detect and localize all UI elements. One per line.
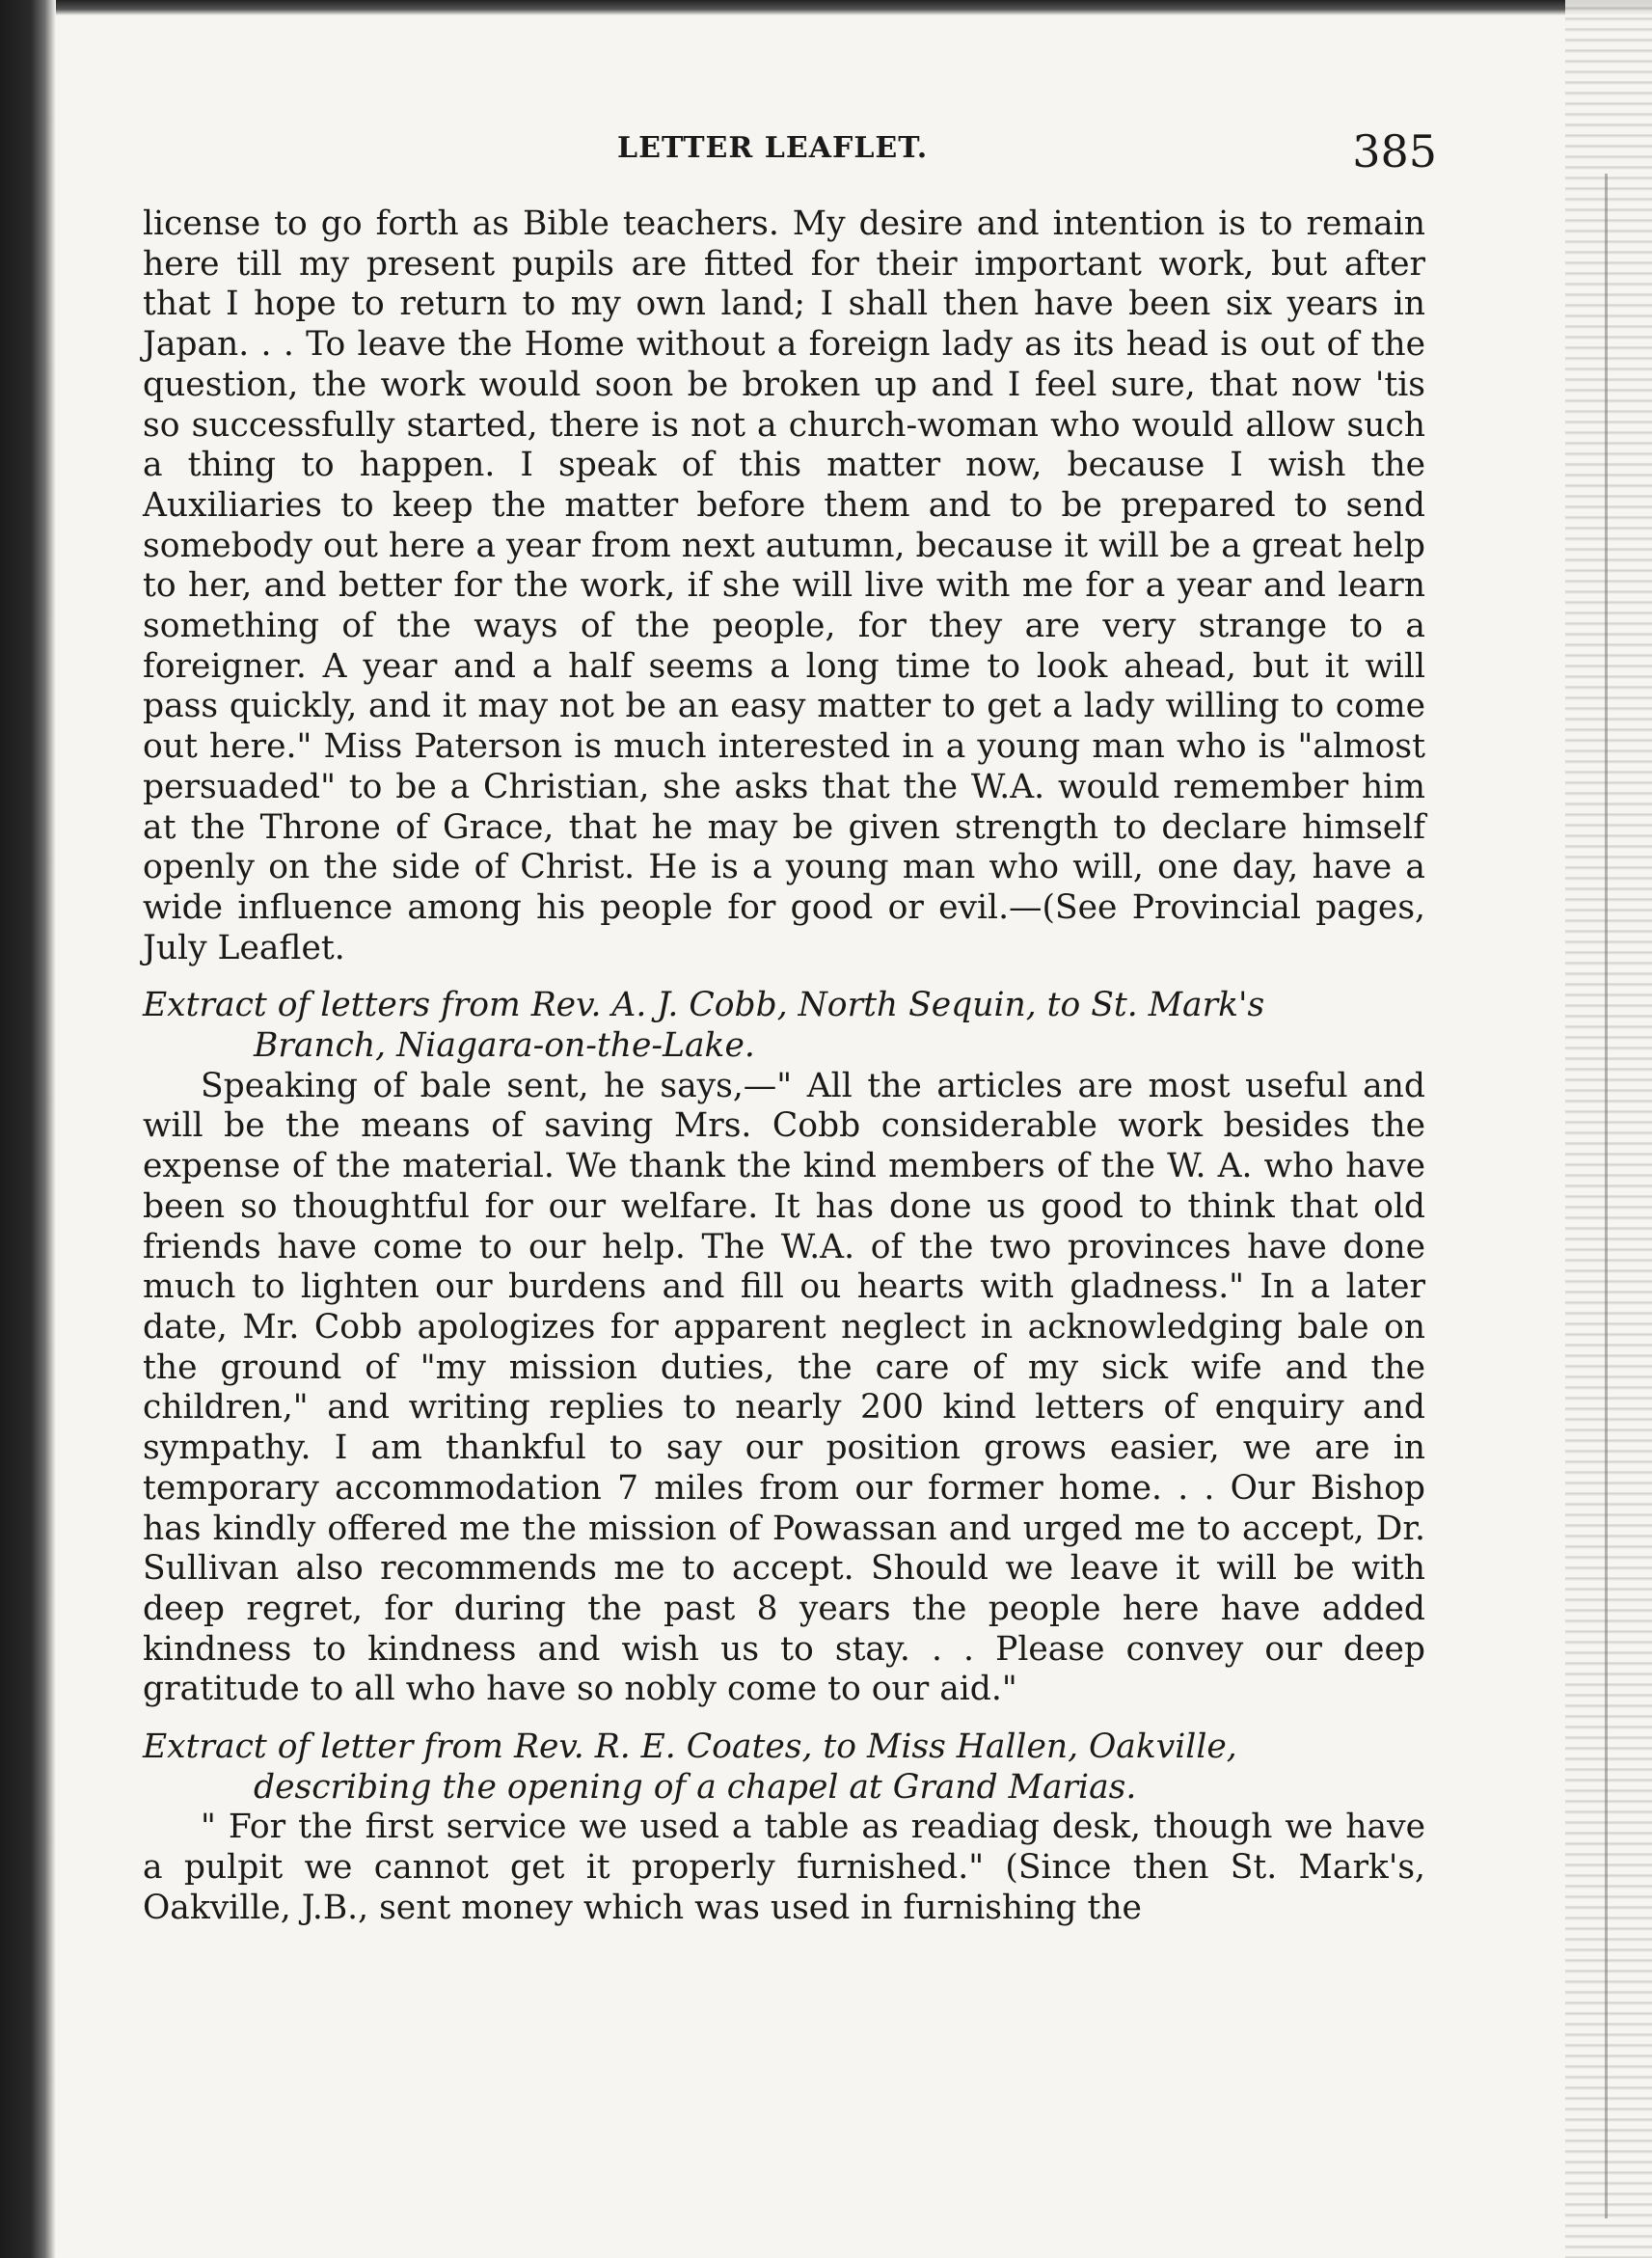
body-paragraph-2: Speaking of bale sent, he says,—" All the articles are most useful and will be the means of saving Mrs. Cobb considerable work besides the expense of the material. We thank the kind members of the W. A. who have been so thoughtful for our welfare. It has done us good to think that old friends have come to our help. The W.A. of the two provinces have done much to lighten our burdens and fill ou hearts with gladness." In a later date, Mr. Cobb apologizes for apparent neglect in acknowledging bale on the ground of "my mission duties, the care of my sick wife and the children," and writing replies to nearly 200 kind letters of enquiry and sympathy. I am thankful to say our position grows easier, we are in temporary accommodation 7 miles from our former home. . . Our Bishop has kindly offered me the mission of Powassan and urged me to accept, Dr. Sullivan also recommends me to accept. Should we leave it will be with deep regret, for during the past 8 years the people here have added kindness to kindness and wish us to stay. . . Please convey our deep gratitude to all who have so nobly come to our aid." [143,1066,1425,1709]
section-heading-cobb-line1: Extract of letters from Rev. A. J. Cobb, North Sequin, to St. Mark's [143,986,1265,1025]
section-heading-coates-line2: describing the opening of a chapel at Grand Marias. [254,1767,1137,1807]
section-heading-coates [143,1728,1425,1808]
body-paragraph-1: license to go forth as Bible teachers. My desire and intention is to remain here till my present pupils are fitted for their important work, but after that I hope to return to my own land; I shall then have been six years in Japan. . . To leave the Home without a foreign lady as its head is out of the question, the work would soon be broken up and I feel sure, that now 'tis so successfully started, there is not a church-woman who would allow such a thing to happen. I speak of this matter now, because I wish the Auxiliaries to keep the matter before them and to be prepared to send somebody out here a year from next autumn, because it will be a great help to her, and better for the work, if she will live with me for a year and learn something of the ways of the people, for they are very strange to a foreigner. A year and a half seems a long time to look ahead, but it will pass quickly, and it may not be an easy matter to get a lady willing to come out here." Miss Paterson is much interested in a young man who is "almost persuaded" to be a Christian, she asks that the W.A. would remember him at the Throne of Grace, that he may be given strength to declare himself openly on the side of Christ. He is a young man who will, one day, have a wide influence among his people for good or evil.—(See Provincial pages, July Leaflet. [143,204,1425,967]
section-heading-coates-line1: Extract of letter from Rev. R. E. Coates, to Miss Hallen, Oakville, [143,1728,1237,1767]
section-heading-cobb [143,986,1425,1066]
page-top-edge-shadow [0,0,1652,15]
page-right-edge [1565,0,1652,2258]
running-title: LETTER LEAFLET. [617,131,929,165]
article-text [143,204,1425,1929]
page-binding-edge [0,0,56,2258]
page-number: 385 [1352,125,1437,177]
body-paragraph-3: " For the first service we used a table as readiag desk, though we have a pulpit we cannot get it properly furnished." (Since then St. Mark's, Oakville, J.B., sent money which was used in furnishing the [143,1808,1425,1927]
section-heading-cobb-line2: Branch, Niagara-on-the-Lake. [254,1026,755,1066]
running-head [145,125,1437,183]
page-right-edge-line [1605,174,1608,2218]
